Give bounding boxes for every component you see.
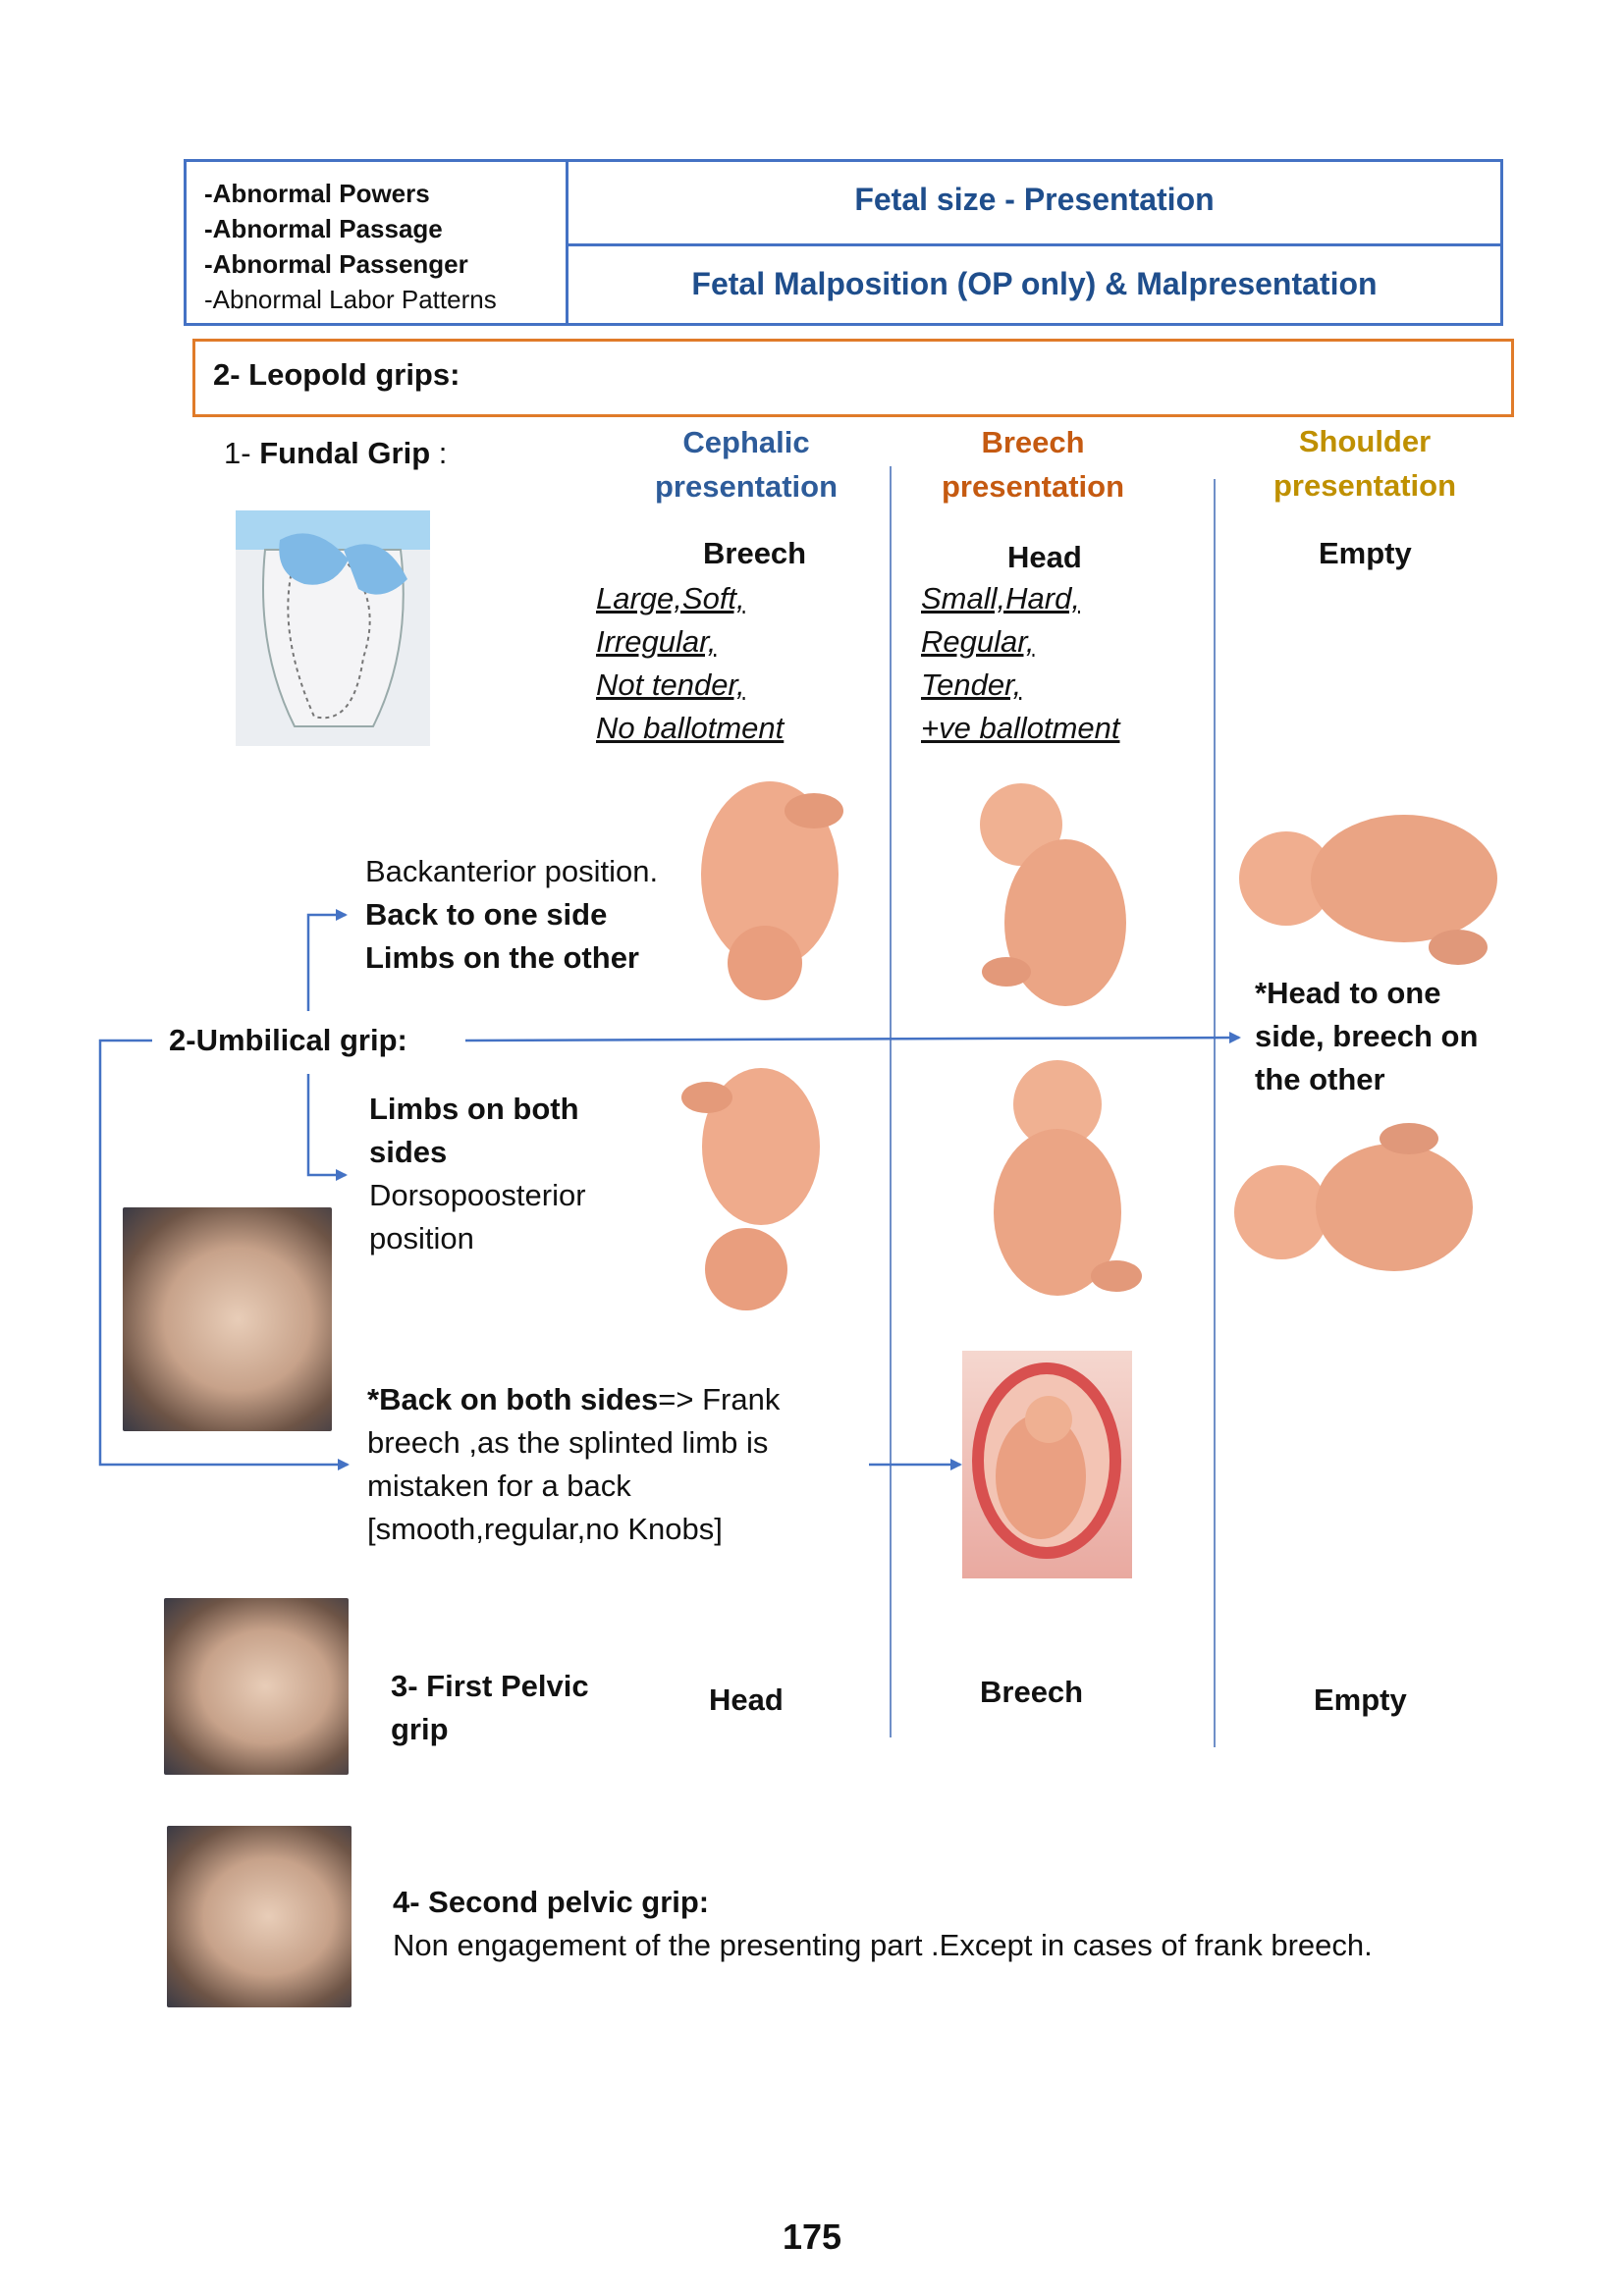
column-cephalic: Cephalic presentation [654,425,839,504]
first-pelvic-breech: Breech [980,1675,1084,1709]
umbilical-lower-text: Limbs on both sides Dorsopoosterior position [369,1092,586,1255]
fundal-breech-title: Head [1007,540,1082,574]
topic-fetal-size: Fetal size - Presentation [854,182,1215,217]
umbilical-upper-text: Backanterior position. Back to one side Limbs on the other [365,854,659,975]
fundal-cephalic-title: Breech [703,536,807,570]
column-shoulder: Shoulder presentation [1272,424,1457,503]
topic-malposition: Fetal Malposition (OP only) & Malpresentation [691,266,1378,301]
frank-breech-note: *Back on both sides=> Frank breech ,as the splinted limb is mistaken for a back [smooth,regular,no Knobs] [367,1382,781,1546]
fundal-breech-list: Small,Hard, Regular, Tender, +ve ballotment [921,581,1120,745]
page-number: 175 [782,2216,842,2257]
first-pelvic-shoulder: Empty [1314,1682,1407,1717]
first-pelvic-grip-label: 3- First Pelvic grip [391,1669,589,1746]
fundal-shoulder-title: Empty [1319,536,1412,570]
shoulder-umbilical-note: *Head to one side, breech on the other [1255,976,1479,1096]
column-breech: Breech presentation [941,425,1125,504]
second-pelvic-grip-text: Non engagement of the presenting part .Except in cases of frank breech. [393,1928,1373,1962]
umbilical-grip-label: 2-Umbilical grip: [169,1023,407,1057]
cause-powers: -Abnormal Powers [204,179,430,208]
second-pelvic-grip-label: 4- Second pelvic grip: [393,1885,710,1919]
first-pelvic-cephalic: Head [709,1682,784,1717]
cause-labor-patterns: -Abnormal Labor Patterns [204,285,497,314]
fundal-grip-label: 1- Fundal Grip : [224,436,448,470]
cause-passage: -Abnormal Passage [204,214,443,243]
section-title: 2- Leopold grips: [192,339,1514,417]
fundal-cephalic-list: Large,Soft, Irregular, Not tender, No ballotment [596,581,785,745]
cause-passenger: -Abnormal Passenger [204,249,468,279]
